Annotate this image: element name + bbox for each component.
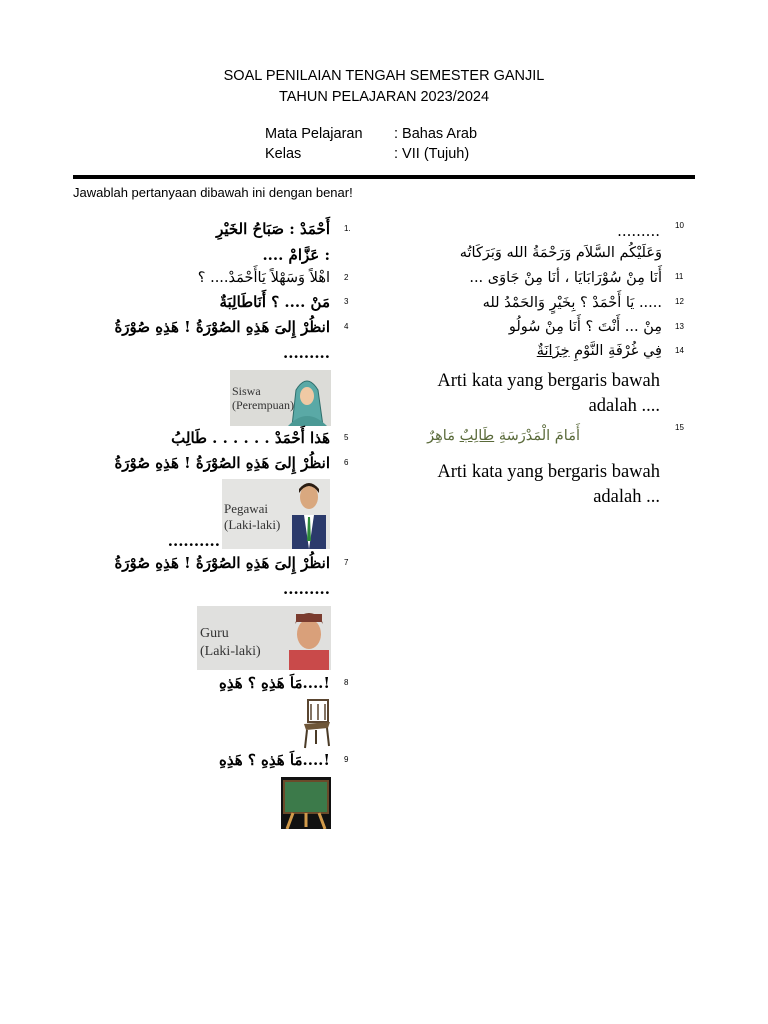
- question-number: 1.: [344, 224, 351, 233]
- pic-label-line1: Siswa: [232, 384, 261, 398]
- q6-dots: ..........: [167, 532, 220, 550]
- question-number: 4: [344, 322, 349, 331]
- q1-line1: أَحْمَدْ : صَبَاحُ الخَيْرِ: [216, 220, 330, 238]
- question-number: 14: [675, 346, 684, 355]
- teacher-illustration: [197, 606, 331, 670]
- hijab-girl-illustration: [230, 370, 331, 426]
- q15-text-post: مَاهِرٌ: [427, 428, 460, 444]
- q4-text: انظُرْ إِلىَ هَذِهِ الصُوْرَةُ ! هَذِهِ صُوْرَةُ: [114, 318, 330, 336]
- question-number: 5: [344, 433, 349, 442]
- pic-label-line2: (Laki-laki): [200, 644, 261, 659]
- employee-image: [222, 479, 330, 549]
- q3-text: مَنْ .... ؟ أَنَاطَالِبَةٌ: [219, 293, 330, 311]
- q7-text: انظُرْ إِلىَ هَذِهِ الصُوْرَةُ ! هَذِهِ صُوْرَةُ: [114, 554, 330, 572]
- student-girl-image: [230, 370, 331, 426]
- question-number: 9: [344, 755, 349, 764]
- q8-text: !....مَاَ هَذِهِ ؟ هَذِهِ: [219, 674, 330, 692]
- teacher-image: [197, 606, 331, 670]
- q4-dots: .........: [283, 344, 330, 362]
- question-number: 3: [344, 297, 349, 306]
- instruction: Jawablah pertanyaan dibawah ini dengan benar!: [73, 185, 353, 200]
- q14-text: [390, 343, 662, 359]
- question-number: 15: [675, 423, 684, 432]
- q7-dots: .........: [283, 580, 330, 598]
- q2-text: اهْلاً وَسَهْلاً يَاأَحْمَدْ.... ؟: [197, 270, 330, 286]
- q15-text-pre: أَمَامَ الْمَدْرَسَةِ: [494, 428, 580, 444]
- question-number: 13: [675, 322, 684, 331]
- q1-line2: : عَزَّامْ ....: [262, 246, 330, 264]
- class-label: Kelas: [265, 146, 302, 162]
- q14-question: Arti kata yang bergaris bawah adalah ....: [437, 371, 660, 416]
- title-line-2: TAHUN PELAJARAN 2023/2024: [278, 89, 490, 105]
- pic-label-line2: (Laki-laki): [224, 517, 281, 532]
- question-number: 10: [675, 221, 684, 230]
- employee-illustration: [222, 479, 330, 549]
- class-value: : VII (Tujuh): [394, 146, 470, 162]
- question-number: 6: [344, 458, 349, 467]
- subject-label: Mata Pelajaran: [265, 126, 363, 142]
- question-number: 7: [344, 558, 349, 567]
- question-number: 8: [344, 678, 349, 687]
- question-number: 2: [344, 273, 349, 282]
- chair-image: [302, 698, 332, 750]
- pic-label-line1: Guru: [200, 626, 229, 641]
- q15-text: [390, 428, 580, 444]
- q14-underlined-word: خِزَانَةٌ: [536, 343, 570, 359]
- q12-text: ..... يَا أَحْمَدْ ؟ بِخَيْرٍ وَالحَمْدُ لله: [482, 295, 662, 311]
- q10-text: وَعَلَيْكُم السَّلاَم وَرَحْمَةُ الله وَبَرَكَاتُه: [459, 245, 662, 261]
- question-number: 12: [675, 297, 684, 306]
- q13-text: مِنْ ... أَنْتَ ؟ أَنَا مِنْ سُولُو: [508, 319, 662, 335]
- title-line-1: SOAL PENILAIAN TENGAH SEMESTER GANJIL: [223, 68, 545, 84]
- subject-value: : Bahas Arab: [394, 126, 478, 142]
- q10-dots: .........: [617, 222, 660, 240]
- q9-text: !....مَاَ هَذِهِ ؟ هَذِهِ: [219, 751, 330, 769]
- q15-underlined-word: طَالِبٌ: [459, 428, 495, 444]
- header-divider: [73, 175, 695, 179]
- pic-label-line2: (Perempuan): [232, 398, 294, 412]
- q11-text: أَنَا مِنْ سُوْرَابَايَا ، أنَا مِنْ جَاوَى ...: [469, 270, 662, 286]
- pic-label-line1: Pegawai: [224, 501, 269, 516]
- q15-question: Arti kata yang bergaris bawah adalah ...: [437, 462, 660, 507]
- q6-text: انظُرْ إِلىَ هَذِهِ الصُوْرَةُ ! هَذِهِ صُوْرَةُ: [114, 454, 330, 472]
- question-number: 11: [675, 272, 684, 281]
- q14-text-pre: فِي غُرْفَةِ النَّوْمِ: [569, 343, 662, 359]
- chalkboard-image: [281, 777, 331, 829]
- q5-text: هَذا أَحْمَدْ . . . . . . طَالِبُ: [171, 429, 330, 447]
